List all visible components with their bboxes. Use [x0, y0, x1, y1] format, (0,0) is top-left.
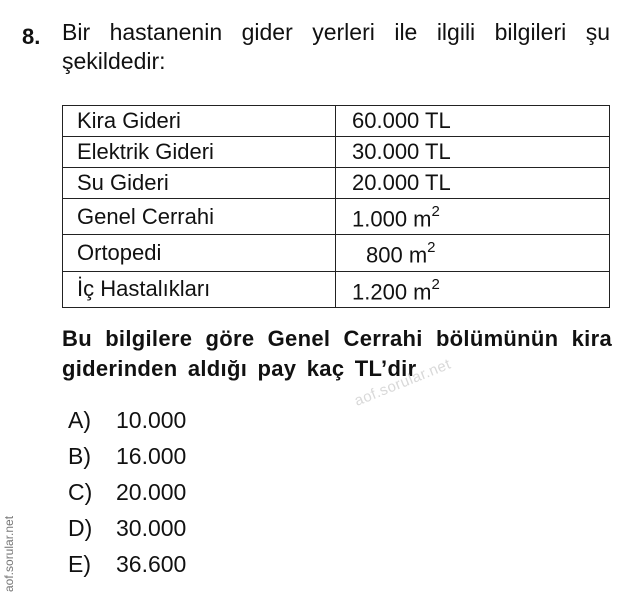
table-row — [63, 271, 610, 307]
table-row — [63, 199, 610, 235]
option-value: 36.600 — [116, 551, 187, 577]
row-label: Genel Cerrahi — [63, 199, 336, 235]
table-row — [63, 106, 610, 137]
row-value: 1.200 $m^2$ — [336, 271, 610, 307]
row-label: Kira Gideri — [63, 106, 336, 137]
option-value: 16.000 — [116, 443, 187, 469]
option-value: 20.000 — [116, 479, 187, 505]
question-prompt: Bu bilgilere göre Genel Cerrahi bölümünün kira giderinden aldığı pay kaç TL’dir — [62, 326, 612, 381]
option-value: 30.000 — [116, 515, 187, 541]
option-letter: A) — [68, 407, 91, 433]
answer-options — [68, 402, 186, 582]
row-value: 20.000 TL — [336, 168, 610, 199]
row-value: 30.000 TL — [336, 137, 610, 168]
option-letter: E) — [68, 551, 91, 577]
table-row — [63, 137, 610, 168]
row-value: 800 $m^2$ — [336, 235, 610, 271]
row-label: İç Hastalıkları — [63, 271, 336, 307]
row-label: Ortopedi — [63, 235, 336, 271]
option-e[interactable] — [68, 546, 186, 582]
row-value: 60.000 TL — [336, 106, 610, 137]
question-text: Bir hastanenin gider yerleri ile ilgili bilgileri şu şekildedir: — [62, 19, 610, 74]
option-letter: B) — [68, 443, 91, 469]
option-c[interactable] — [68, 474, 186, 510]
row-label: Su Gideri — [63, 168, 336, 199]
table-row — [63, 168, 610, 199]
option-b[interactable] — [68, 438, 186, 474]
watermark: aof.sorular.net — [352, 355, 454, 410]
row-label: Elektrik Gideri — [63, 137, 336, 168]
option-value: 10.000 — [116, 407, 187, 433]
side-watermark: aof.sorular.net — [2, 515, 16, 592]
expense-table — [62, 105, 610, 308]
option-letter: C) — [68, 479, 93, 505]
table-row — [63, 235, 610, 271]
option-d[interactable] — [68, 510, 186, 546]
option-a[interactable] — [68, 402, 186, 438]
option-letter: D) — [68, 515, 93, 541]
question-number: 8. — [22, 24, 41, 49]
row-value: 1.000 $m^2$ — [336, 199, 610, 235]
